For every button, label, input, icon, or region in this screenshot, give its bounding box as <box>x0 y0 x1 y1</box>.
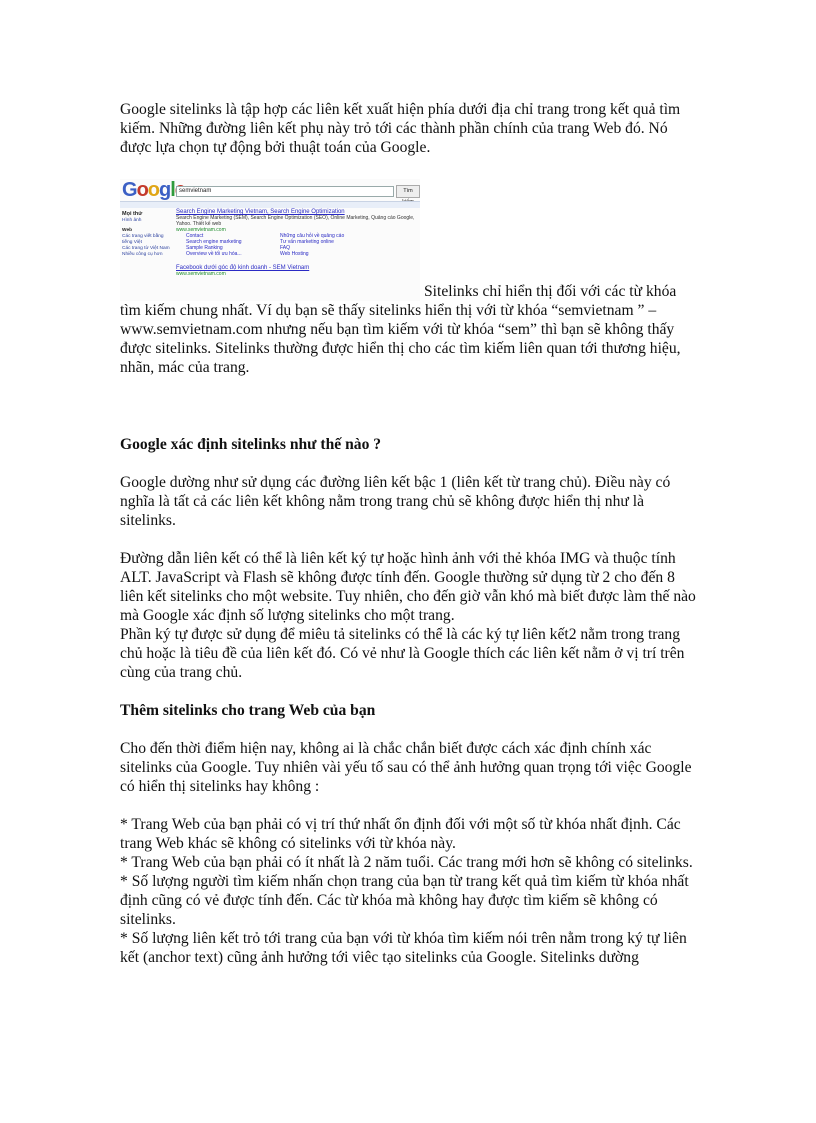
caption-inline: Sitelinks chỉ hiển thị đối với các từ khóa <box>424 283 677 300</box>
sitelink: Overview về tối ưu hóa... <box>186 251 242 257</box>
side-item: Web <box>122 228 133 233</box>
side-title: Mọi thứ <box>122 211 143 217</box>
bullet-3: * Số lượng người tìm kiếm nhấn chọn trang của bạn từ trang kết quả tìm kiếm từ khóa nhất định cũng có vẻ được tính đến. Các từ khóa mà không hay được tìm kiếm sẽ không có sitelinks. <box>120 873 689 928</box>
result-snippet: Search Engine Marketing (SEM), Search Engine Optimization (SEO), Online Marketing, Quảng cáo Google, Yahoo. Thiết kế web <box>176 215 415 227</box>
bullet-1: * Trang Web của bạn phải có vị trí thứ nhất ổn định đối với một số từ khóa nhất định. Các trang Web khác sẽ không có sitelinks với từ khóa này. <box>120 816 681 852</box>
sitelink: Tư vấn marketing online <box>280 239 334 245</box>
sitelink: Web Hosting <box>280 251 309 257</box>
result2-title: Facebook dưới góc độ kinh doanh - SEM Vietnam <box>176 265 310 271</box>
screenshot-sidebar <box>122 211 172 258</box>
sitelink: Contact <box>186 233 204 239</box>
sitelink: Sample Ranking <box>186 245 223 251</box>
sitelink: Những câu hỏi về quảng cáo <box>280 233 345 239</box>
screenshot-row <box>120 179 700 301</box>
paragraph-3: Phần ký tự được sử dụng để miêu tả sitelinks có thể là các ký tự liên kết2 nằm trong trang chủ hoặc là tiêu đề của liên kết đó. Có vẻ như là Google thích các liên kết nằm ở vị trí trên cùng của trang chủ. <box>120 626 685 681</box>
side-item: Nhiều công cụ hơn <box>122 252 163 257</box>
sitelink: FAQ <box>280 245 291 251</box>
google-logo: Googl <box>122 179 175 201</box>
paragraph-4: Cho đến thời điểm hiện nay, không ai là chắc chắn biết được cách xác định chính xác sitelinks của Google. Tuy nhiên vài yếu tố sau có thể ảnh hưởng quan trọng tới việc Google có hiển thị sitelinks hay không : <box>120 740 692 795</box>
result-url: www.semvietnam.com <box>176 227 226 233</box>
side-item: Các trang viết bằng tiếng Việt <box>122 234 164 245</box>
result2-url: www.semvietnam.com <box>176 271 226 277</box>
screenshot-results-bar <box>120 201 420 208</box>
heading-add-sitelinks: Thêm sitelinks cho trang Web của bạn <box>120 702 376 719</box>
screenshot-search-button: Tìm <box>396 185 420 198</box>
sitelink: Search engine marketing <box>186 239 242 245</box>
paragraph-1: Google dường như sử dụng các đường liên kết bậc 1 (liên kết từ trang chủ). Điều này có nghĩa là tất cả các liên kết không nằm trong trang chủ sẽ không được hiển thị như là sitelinks. <box>120 474 671 529</box>
paragraph-2: Đường dẫn liên kết có thể là liên kết ký tự hoặc hình ảnh với thẻ khóa IMG và thuộc tính ALT. JavaScript và Flash sẽ không được tính đến. Google thường sử dụng từ 2 cho đến 8 liên kết sitelinks cho một website. Tuy nhiên, cho đến giờ vẫn khó mà biết được làm thế nào mà Google xác định số lượng sitelinks cho một trang. <box>120 550 696 624</box>
bullet-4: * Số lượng liên kết trỏ tới trang của bạn với từ khóa tìm kiếm nói trên nằm trong ký tự liên kết (anchor text) cũng ảnh hưởng tới viêc tạo sitelinks của Google. Sitelinks dường <box>120 930 687 966</box>
caption-paragraph: tìm kiếm chung nhất. Ví dụ bạn sẽ thấy sitelinks hiển thị với từ khóa “semvietnam ” – www.semvietnam.com nhưng nếu bạn tìm kiếm với từ khóa “sem” thì bạn sẽ không thấy được sitelinks. Sitelinks thường được hiển thị cho các tìm kiếm liên quan tới thương hiệu, nhãn, mác của trang. <box>120 302 681 376</box>
screenshot-results <box>176 209 416 277</box>
screenshot-search-box: semvietnam <box>176 186 394 197</box>
side-item: Các trang từ Việt Nam <box>122 246 170 251</box>
intro-paragraph: Google sitelinks là tập hợp các liên kết xuất hiện phía dưới địa chỉ trang trong kết quả tìm kiếm. Những đường liên kết phụ này trỏ tới các thành phần chính của trang Web đó. Nó được lựa chọn tự động bởi thuật toán của Google. <box>120 101 681 156</box>
side-item: Hình ảnh <box>122 218 142 223</box>
result-title: Search Engine Marketing Vietnam, Search Engine Optimization <box>176 209 345 215</box>
google-screenshot <box>120 179 420 301</box>
bullet-2: * Trang Web của bạn phải có ít nhất là 2 năm tuổi. Các trang mới hơn sẽ không có sitelinks. <box>120 854 693 871</box>
document-page <box>120 100 700 967</box>
heading-how-google-determines: Google xác định sitelinks như thế nào ? <box>120 436 382 453</box>
sitelinks-block <box>176 233 416 257</box>
